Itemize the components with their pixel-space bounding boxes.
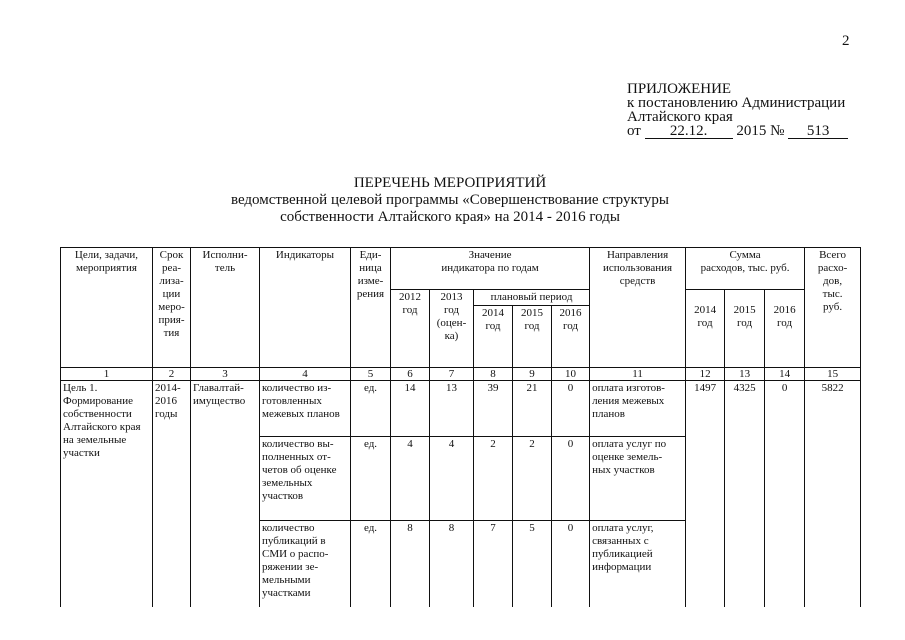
decree-number: 513 [788,125,848,139]
title-line-2: ведомственной целевой программы «Совершенствование структуры [230,192,670,208]
indicator-cell: количество вы- полненных от- четов об оценке земельных участков [260,437,351,521]
value-2013: 8 [430,521,474,607]
from-label: от [627,123,641,139]
value-2012: 14 [391,381,430,437]
column-number: 7 [430,368,474,381]
appendix-date-line [627,124,848,139]
header-term: Срок реа- лиза- ции меро- прия- тия [153,248,191,368]
goal-term: 2014- 2016 годы [153,381,191,607]
header-sum: Сумма расходов, тыс. руб. [686,248,805,290]
header-planned-period: плановый период [474,290,590,306]
value-2015: 2 [513,437,552,521]
column-number: 4 [260,368,351,381]
year-label: 2015 № [736,123,785,139]
value-2016: 0 [552,381,590,437]
measures-table [60,247,861,607]
header-total: Всего расхо- дов, тыс. руб. [805,248,861,368]
column-number: 11 [590,368,686,381]
indicator-cell: количество публикаций в СМИ о распо- ряжении зе- мельными участками [260,521,351,607]
unit-cell: ед. [351,437,391,521]
value-2014: 7 [474,521,513,607]
header-sum-2015: 2015 год [725,290,765,368]
direction-cell: оплата услуг, связанных с публикацией информации [590,521,686,607]
column-number: 8 [474,368,513,381]
sum-total: 5822 [805,381,861,607]
header-directions: Направления использования средств [590,248,686,368]
title-line-1: ПЕРЕЧЕНЬ МЕРОПРИЯТИЙ [353,175,547,191]
header-plan-2015: 2015 год [513,306,552,368]
table-row [61,381,861,437]
column-number: 9 [513,368,552,381]
appendix-line-1: к постановлению Администрации [627,95,846,111]
column-number: 10 [552,368,590,381]
appendix-line-2: Алтайского края [627,109,733,125]
sum-2015: 4325 [725,381,765,607]
header-executor: Исполни- тель [191,248,260,368]
appendix-block [627,82,848,139]
value-2014: 39 [474,381,513,437]
sum-2016: 0 [765,381,805,607]
value-2016: 0 [552,521,590,607]
header-plan-2016: 2016 год [552,306,590,368]
appendix-title: ПРИЛОЖЕНИЕ [627,81,732,97]
value-2012: 8 [391,521,430,607]
value-2013: 4 [430,437,474,521]
column-number: 3 [191,368,260,381]
column-number: 15 [805,368,861,381]
value-2012: 4 [391,437,430,521]
document-title [160,175,740,226]
direction-cell: оплата услуг по оценке земель- ных участков [590,437,686,521]
unit-cell: ед. [351,381,391,437]
value-2016: 0 [552,437,590,521]
value-2013: 13 [430,381,474,437]
header-sum-2014: 2014 год [686,290,725,368]
header-2013: 2013 год (оцен- ка) [430,290,474,368]
title-line-3: собственности Алтайского края» на 2014 - 2016 годы [280,209,620,225]
header-2012: 2012 год [391,290,430,368]
goal-executor: Главалтай- имущество [191,381,260,607]
column-numbers-row [61,368,861,381]
column-number: 13 [725,368,765,381]
goal-name: Цель 1. Формирование собственности Алтайского края на земельные участки [61,381,153,607]
header-indicators: Индикаторы [260,248,351,368]
direction-cell: оплата изготов- ления межевых планов [590,381,686,437]
value-2015: 21 [513,381,552,437]
column-number: 5 [351,368,391,381]
header-unit: Еди- ница изме- рения [351,248,391,368]
column-number: 12 [686,368,725,381]
value-2015: 5 [513,521,552,607]
column-number: 1 [61,368,153,381]
sum-2014: 1497 [686,381,725,607]
decree-date: 22.12. [645,125,733,139]
column-number: 2 [153,368,191,381]
indicator-cell: количество из- готовленных межевых планов [260,381,351,437]
unit-cell: ед. [351,521,391,607]
header-goals: Цели, задачи, мероприятия [61,248,153,368]
value-2014: 2 [474,437,513,521]
header-plan-2014: 2014 год [474,306,513,368]
header-indicator-value: Значение индикатора по годам [391,248,590,290]
column-number: 6 [391,368,430,381]
header-sum-2016: 2016 год [765,290,805,368]
page-number: 2 [842,33,850,49]
column-number: 14 [765,368,805,381]
